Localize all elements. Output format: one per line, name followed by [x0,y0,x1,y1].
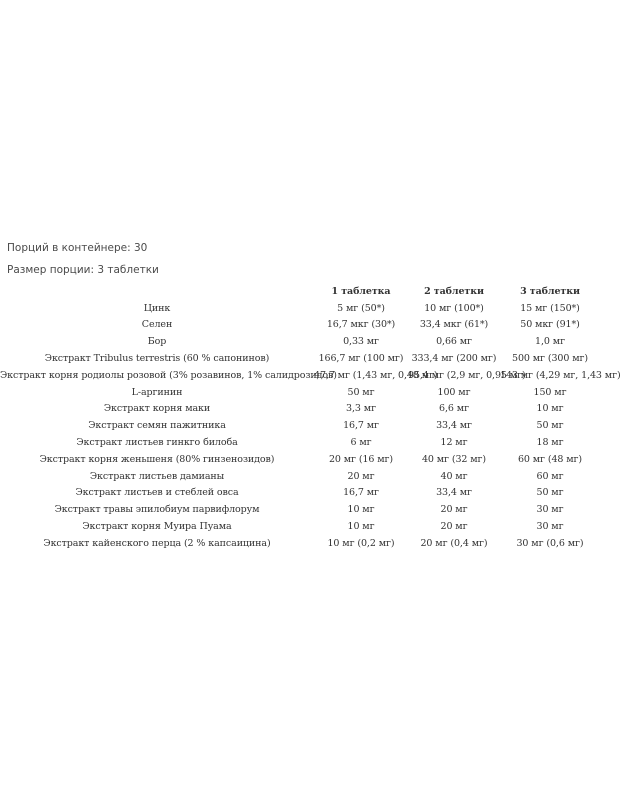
amount-1-tablet: 20 мг [347,470,375,482]
ingredient-name: L-аргинин [131,386,183,398]
amount-2-tablets: 33,4 мг [436,487,472,499]
ingredient-name: Экстракт корня маки [103,403,211,415]
amount-3-tablets: 60 мг [536,470,564,482]
ingredient-name: Экстракт корня женьшеня (80% гинзенозидов) [39,453,275,465]
amount-2-tablets: 100 мг [437,386,471,398]
amount-3-tablets: 10 мг [536,403,564,415]
ingredient-name: Экстракт кайенского перца (2 % капсаицина) [43,537,271,549]
ingredient-name: Экстракт корня Муира Пуама [82,521,232,533]
header-1-tablet: 1 таблетка [331,285,391,297]
table-row [0,350,600,367]
amount-2-tablets: 20 мг [440,521,468,533]
table-body [0,300,621,552]
amount-1-tablet: 0,33 мг [343,336,379,348]
table-header [0,283,600,300]
table-row [0,451,600,468]
amount-2-tablets: 95,4 мг (2,9 мг, 0,95 мг) [408,369,526,381]
amount-2-tablets: 0,66 мг [436,336,472,348]
header-row [0,283,600,300]
amount-1-tablet: 10 мг [347,521,375,533]
amount-2-tablets: 40 мг [440,470,468,482]
table-row [0,401,600,418]
amount-3-tablets: 50 мкг (91*) [520,319,580,331]
amount-1-tablet: 3,3 мг [346,403,376,415]
ingredient-name: Бор [147,336,167,348]
amount-3-tablets: 30 мг (0,6 мг) [516,537,584,549]
table-row [0,317,600,334]
amount-3-tablets: 30 мг [536,521,564,533]
amount-2-tablets: 40 мг (32 мг) [421,453,487,465]
amount-3-tablets: 50 мг [536,420,564,432]
amount-2-tablets: 33,4 мкг (61*) [419,319,489,331]
ingredient-name: Селен [141,319,173,331]
ingredient-name: Экстракт Tribulus terrestris (60 % сапонинов) [44,353,270,365]
amount-3-tablets: 1,0 мг [535,336,565,348]
header-2-tablets: 2 таблетки [424,285,484,297]
header-ingredient [0,283,314,300]
amount-1-tablet: 10 мг (0,2 мг) [327,537,395,549]
ingredient-name: Экстракт семян пажитника [88,420,226,432]
table-row [0,417,600,434]
amount-1-tablet: 166,7 мг (100 мг) [318,353,404,365]
ingredient-name: Экстракт листьев дамианы [89,470,225,482]
amount-1-tablet: 47,7 мг (1,43 мг, 0,48 мг) [314,369,438,381]
amount-1-tablet: 16,7 мг [343,420,379,432]
table-row [0,468,600,485]
ingredient-name: Экстракт травы эпилобиум парвифлорум [54,504,260,516]
table-row [0,333,600,350]
table-row [0,485,600,502]
ingredient-name: Цинк [143,302,171,314]
table-row [0,535,600,552]
table-row [0,367,600,384]
amount-3-tablets: 60 мг (48 мг) [517,453,583,465]
amount-2-tablets: 20 мг (0,4 мг) [420,537,488,549]
amount-1-tablet: 10 мг [347,504,375,516]
table-row [0,384,600,401]
amount-3-tablets: 30 мг [536,504,564,516]
amount-2-tablets: 12 мг [440,437,468,449]
amount-2-tablets: 10 мг (100*) [424,302,484,314]
amount-2-tablets: 6,6 мг [439,403,469,415]
amount-1-tablet: 5 мг (50*) [337,302,385,314]
ingredient-name: Экстракт листьев гинкго билоба [76,437,238,449]
amount-1-tablet: 16,7 мкг (30*) [326,319,396,331]
amount-2-tablets: 20 мг [440,504,468,516]
amount-3-tablets: 18 мг [536,437,564,449]
ingredient-name: Экстракт корня родиолы розовой (3% розавинов, 1% салидрозидов) [0,369,337,381]
amount-3-tablets: 500 мг (300 мг) [512,353,588,365]
supplement-facts-table [0,283,621,552]
table-row [0,300,600,317]
serving-size: Размер порции: 3 таблетки [7,264,159,276]
amount-2-tablets: 333,4 мг (200 мг) [411,353,497,365]
amount-3-tablets: 143 мг (4,29 мг, 1,43 мг) [500,369,621,381]
amount-3-tablets: 15 мг (150*) [520,302,580,314]
table-row [0,434,600,451]
table-row [0,501,600,518]
ingredient-name: Экстракт листьев и стеблей овса [75,487,239,499]
amount-1-tablet: 20 мг (16 мг) [328,453,394,465]
servings-per-container: Порций в контейнере: 30 [7,242,148,254]
table-row [0,518,600,535]
amount-2-tablets: 33,4 мг [436,420,472,432]
amount-1-tablet: 50 мг [347,386,375,398]
amount-1-tablet: 6 мг [350,437,372,449]
header-3-tablets: 3 таблетки [520,285,580,297]
amount-3-tablets: 50 мг [536,487,564,499]
amount-1-tablet: 16,7 мг [343,487,379,499]
amount-3-tablets: 150 мг [533,386,567,398]
